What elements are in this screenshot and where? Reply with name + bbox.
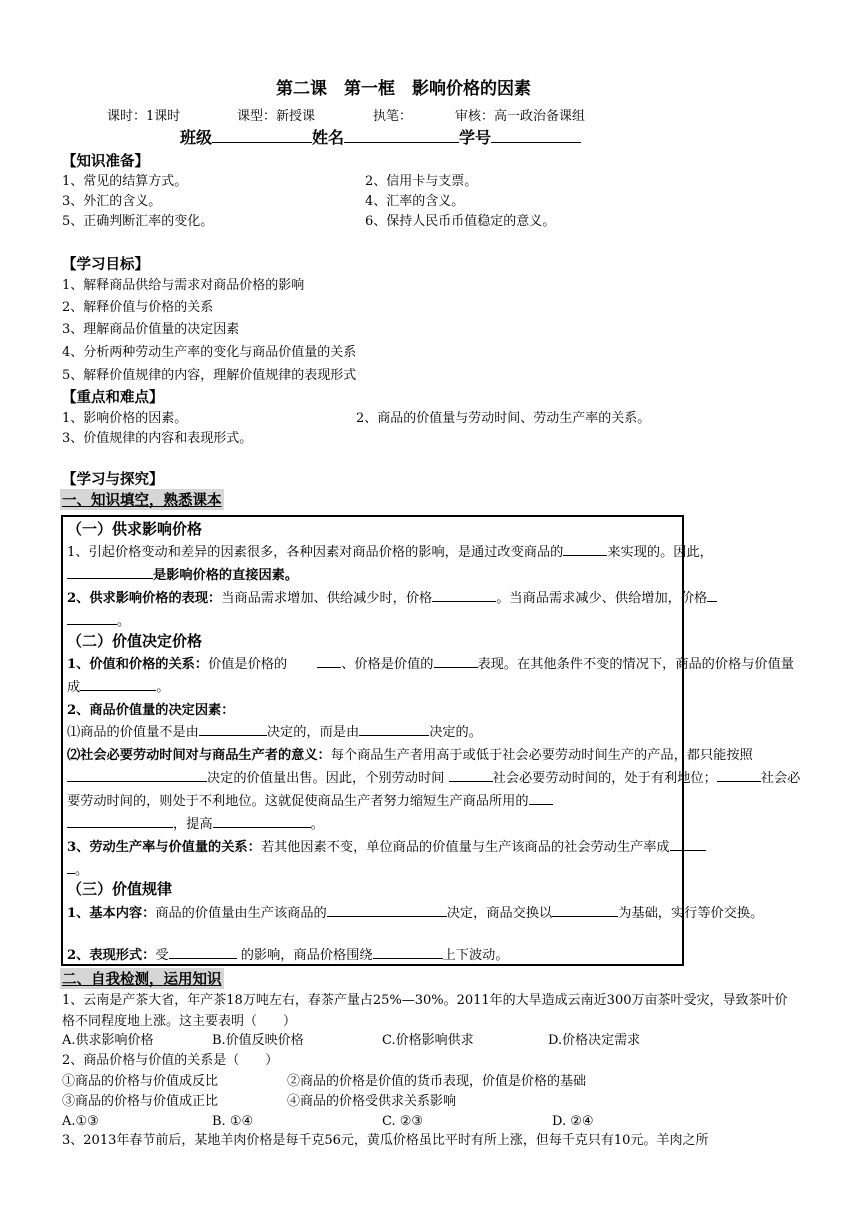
part1-heading: 一、知识填空，熟悉课本	[60, 489, 224, 510]
section-1-title: （一）供求影响价格	[67, 520, 203, 538]
blank[interactable]	[563, 541, 607, 556]
meta-reviewer: 审核：高一政治备课组	[455, 109, 586, 124]
knowledge-prep-heading: 【知识准备】	[62, 154, 149, 170]
q2-option[interactable]: A.①③	[62, 1114, 99, 1129]
s2-paragraph-1: 1、价值和价格的关系：价值是价格的 、价格是价值的 表现。在其他条件不变的情况下，商品的价格与价值量成 。	[67, 653, 807, 699]
prep-item: 2、信用卡与支票。	[365, 174, 478, 189]
blank[interactable]	[707, 587, 717, 602]
section-2-title: （二）价值决定价格	[67, 632, 203, 650]
question-3: 3、2013年春节前后，某地羊肉价格是每千克56元，黄瓜价格虽比平时有所上涨，但每千克只有10元。羊肉之所	[62, 1133, 709, 1148]
s3-paragraph-2: 2、表现形式：受 的影响，商品价格围绕 上下波动。	[67, 944, 807, 967]
id-blank[interactable]	[491, 128, 581, 143]
id-label: 学号	[459, 128, 492, 147]
s2-paragraph-2: 2、商品价值量的决定因素：	[67, 703, 235, 718]
blank[interactable]	[67, 859, 75, 874]
s2-paragraph-4: ⑵社会必要劳动时间对与商品生产者的意义：每个商品生产者用高于或低于社会必要劳动时间生产的产品，都只能按照决定的价值量出售。因此，个别劳动时间 社会必要劳动时间的，处于有利地位； 社会必要劳动时间的，则处于不利地位。这就促使商品生产者努力缩短生产商品所用的 ，提高 。	[67, 748, 801, 832]
blank[interactable]	[670, 836, 706, 851]
page-title: 第二课 第一框 影响价格的因素	[276, 79, 531, 99]
study-heading: 【学习与探究】	[62, 472, 164, 488]
goal-item: 2、解释价值与价格的关系	[62, 300, 214, 315]
s3-paragraph-1: 1、基本内容：商品的价值量由生产该商品的 决定，商品交换以 为基础，实行等价交换。	[67, 902, 807, 925]
s1-paragraph-1: 1、引起价格变动和差异的因素很多，各种因素对商品价格的影响，是通过改变商品的 来实现的。因此， 是影响价格的直接因素。	[67, 541, 807, 587]
class-blank[interactable]	[212, 128, 312, 143]
blank[interactable]	[67, 610, 117, 625]
s1-paragraph-2: 2、供求影响价格的表现：当商品需求增加、供给减少时，价格 。当商品需求减少、供给增加，价格 。	[67, 587, 807, 633]
blank[interactable]	[529, 790, 553, 805]
blank[interactable]	[317, 653, 341, 668]
prep-item: 3、外汇的含义。	[62, 194, 162, 209]
blank[interactable]	[717, 767, 761, 782]
q2-statement: ②商品的价格是价值的货币表现，价值是价格的基础	[287, 1074, 587, 1089]
q2-statement: ①商品的价格与价值成反比	[62, 1074, 219, 1089]
q2-statement: ③商品的价格与价值成正比	[62, 1094, 219, 1109]
meta-writer: 执笔：	[373, 109, 413, 124]
question-1: 1、云南是产茶大省，年产茶18万吨左右，春茶产量占25%—30%。2011年的大旱造成云南近300万亩茶叶受灾，导致茶叶价格不同程度地上涨。这主要表明（ ）	[62, 993, 788, 1029]
q2-option[interactable]: B. ①④	[212, 1114, 254, 1129]
key-item: 2、商品的价值量与劳动时间、劳动生产率的关系。	[356, 411, 651, 426]
blank[interactable]	[359, 721, 429, 736]
key-item: 3、价值规律的内容和表现形式。	[62, 431, 253, 446]
blank[interactable]	[67, 813, 173, 828]
q2-option[interactable]: C. ②③	[382, 1114, 424, 1129]
blank[interactable]	[432, 587, 496, 602]
blank[interactable]	[213, 813, 311, 828]
q1-option[interactable]: B.价值反映价格	[212, 1033, 304, 1048]
blank[interactable]	[434, 653, 478, 668]
key-points-heading: 【重点和难点】	[62, 390, 164, 406]
section-3-title: （三）价值规律	[67, 880, 173, 898]
goal-item: 5、解释价值规律的内容，理解价值规律的表现形式	[62, 368, 357, 383]
meta-type: 课型：新授课	[237, 109, 316, 124]
prep-item: 6、保持人民币币值稳定的意义。	[365, 214, 556, 229]
q1-option[interactable]: A.供求影响价格	[62, 1033, 154, 1048]
question-2: 2、商品价格与价值的关系是（ ）	[62, 1053, 279, 1068]
class-label: 班级	[180, 128, 213, 147]
name-blank[interactable]	[344, 128, 459, 143]
meta-periods: 课时：1课时	[107, 109, 181, 124]
q1-option[interactable]: C.价格影响供求	[382, 1033, 474, 1048]
class-line	[180, 125, 581, 148]
goal-item: 1、解释商品供给与需求对商品价格的影响	[62, 278, 305, 293]
blank[interactable]	[373, 944, 443, 959]
knowledge-fill-box	[61, 515, 801, 966]
key-item: 1、影响价格的因素。	[62, 411, 188, 426]
blank[interactable]	[67, 564, 153, 579]
prep-item: 5、正确判断汇率的变化。	[62, 214, 214, 229]
blank[interactable]	[199, 721, 267, 736]
blank[interactable]	[80, 676, 156, 691]
q2-statement: ④商品的价格受供求关系影响	[287, 1094, 457, 1109]
part2-heading: 二、自我检测，运用知识	[60, 968, 224, 989]
blank[interactable]	[67, 767, 207, 782]
s2-paragraph-5: 3、劳动生产率与价值量的关系：若其他因素不变，单位商品的价值量与生产该商品的社会劳动生产率成 。	[67, 836, 807, 882]
name-label: 姓名	[312, 128, 345, 147]
goals-heading: 【学习目标】	[62, 257, 149, 273]
blank[interactable]	[552, 902, 618, 917]
blank[interactable]	[169, 944, 237, 959]
goal-item: 3、理解商品价值量的决定因素	[62, 322, 240, 337]
q1-option[interactable]: D.价格决定需求	[548, 1033, 641, 1048]
goal-item: 4、分析两种劳动生产率的变化与商品价值量的关系	[62, 345, 357, 360]
prep-item: 1、常见的结算方式。	[62, 174, 188, 189]
blank[interactable]	[449, 767, 493, 782]
blank[interactable]	[327, 902, 447, 917]
q2-option[interactable]: D. ②④	[552, 1114, 594, 1129]
s2-paragraph-3: ⑴商品的价值量不是由 决定的，而是由 决定的。	[67, 721, 807, 744]
prep-item: 4、汇率的含义。	[365, 194, 465, 209]
